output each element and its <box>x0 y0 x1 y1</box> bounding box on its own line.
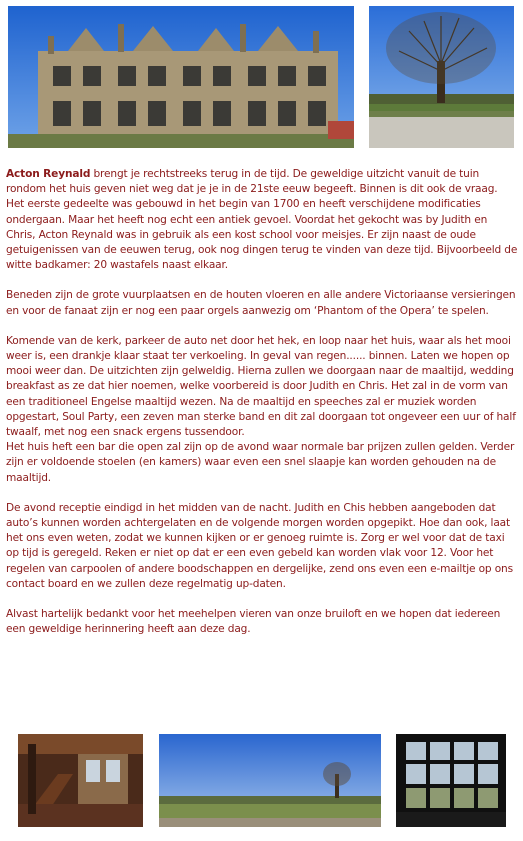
article-body <box>6 167 518 652</box>
paragraph-evening: De avond receptie eindigd in het midden van de nacht. Judith en Chis hebben aangeboden dat auto’s kunnen worden achtergelaten en de volgende morgen worden opgepikt. Hoe dan ook, laat het ons even weten, zodat we kunnen kijken or er genoeg ruimte is. Zorg er wel voor dat de taxi op tijd is geregeld. Reken er niet op dat er een even gebeld kan worden vlak voor 12. Voor het regelen van carpoolen of andere boodschappen en dergelijke, zend ons even een e-mailtje op ons contact board en we zullen deze regelmatig up-daten. <box>6 501 513 590</box>
paragraph-thanks: Alvast hartelijk bedankt voor het meehelpen vieren van onze bruiloft en we hopen dat iedereen een geweldige herinnering heeft aan deze dag. <box>6 608 501 636</box>
paragraph-bar-text: Het huis heft een bar die open zal zijn op de avond waar normale bar prijzen zullen gelden. Verder zijn er voldoende stoelen (en kamers) waar even een snel slaapje kan worden gehouden na de maaltijd. <box>6 441 515 484</box>
brand-name: Acton Reynald <box>6 168 91 180</box>
paragraph-day-program <box>6 334 518 486</box>
window-view-photo <box>396 734 506 827</box>
paragraph-day-program-text: Komende van de kerk, parkeer de auto net door het hek, en loop naar het huis, waar als het mooi weer is, een drankje klaar staat ter verkoeling. In geval van regen...... binnen. Laten we hopen op mooi weer dan. De uitzichten zijn gelweldig. Hierna zullen we doorgaan naar de maaltijd, wedding breakfast as ze dat hier noemen, welke voorbereid is door Judith en Chris. Het zal in de vorm van een traditioneel Engelse maaltijd wezen. Na de maaltijd en speeches zal er muziek worden opgestart, Soul Party, een zeven man sterke band en dit zal doorgaan tot ongeveer een uur of half twaalf, met nog een snack ergens tussendoor. <box>6 334 516 439</box>
paragraph-fireplaces: Beneden zijn de grote vuurplaatsen en de houten vloeren en alle andere Victoriaanse versieringen en voor de fanaat zijn er nog een paar orgels aanwezig om ‘Phantom of the Opera’ te spelen. <box>6 289 516 317</box>
tree-lawn-photo <box>369 6 514 148</box>
house-front-photo <box>8 6 354 148</box>
interior-hall-photo <box>18 734 143 827</box>
intro-text: brengt je rechtstreeks terug in de tijd. De geweldige uitzicht vanuit de tuin rondom het huis geven niet weg dat je je in de 21ste eeuw begeeft. Binnen is dit ook de vraag. Het eerste gedeelte was gebouwd in het begin van 1700 en heeft verschijdene modificaties ondergaan. Maar het heeft nog echt een antiek gevoel. Voordat het gekocht was by Judith en Chris, Acton Reynald was in gebruik als een kost school voor meisjes. Er zijn naast de oude getuigenissen van de eeuwen terug, ook nog dingen terug te vinden van deze tijd. Bijvoorbeeld de witte badkamer: 20 wastafels naast elkaar. <box>6 168 518 272</box>
landscape-view-photo <box>159 734 381 827</box>
intro-paragraph <box>6 167 518 273</box>
